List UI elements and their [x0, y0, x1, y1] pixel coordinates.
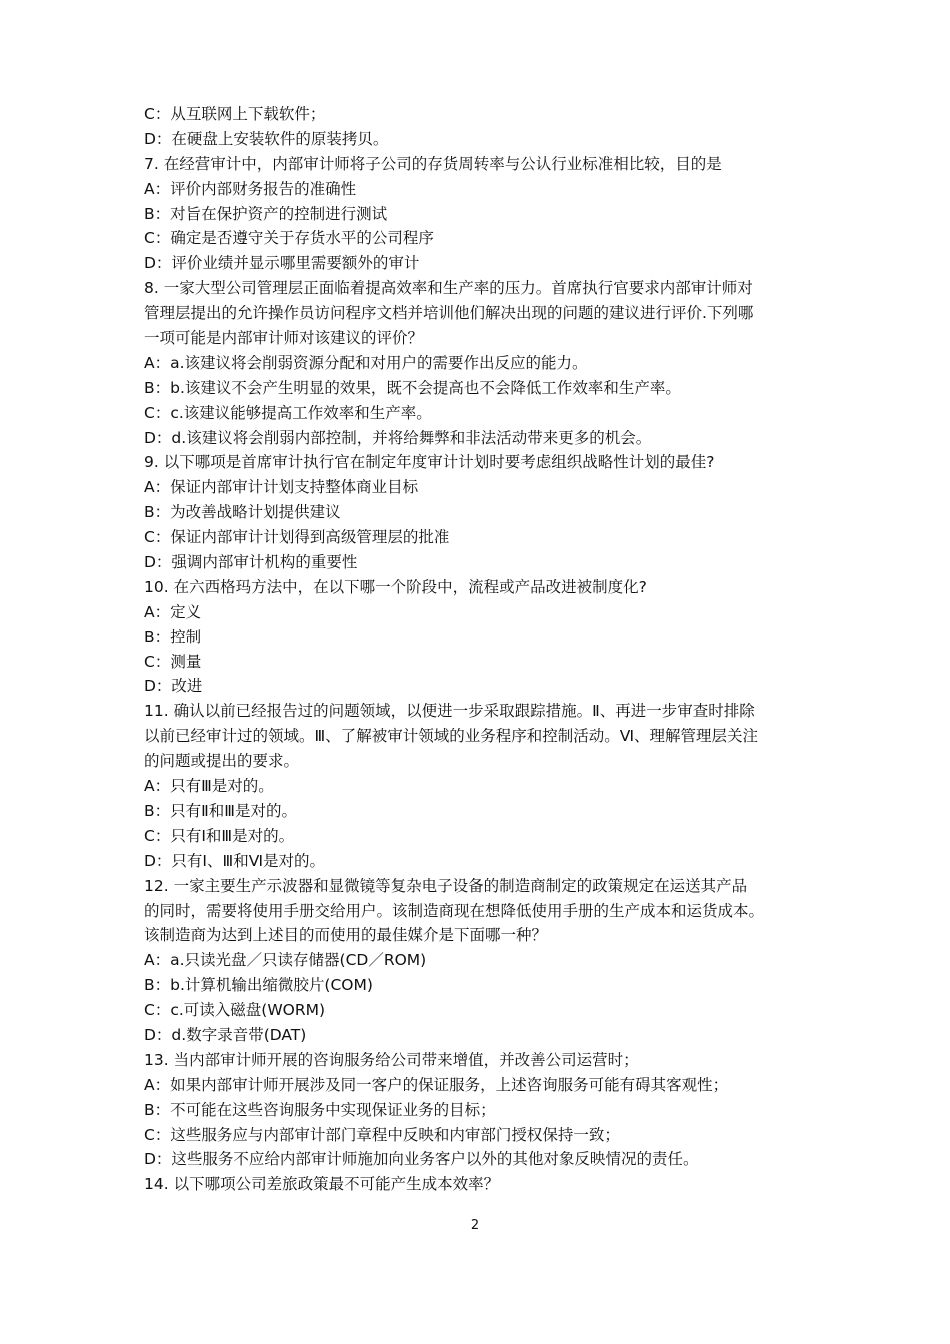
- option-line: D：评价业绩并显示哪里需要额外的审计: [144, 254, 420, 273]
- option-line: A：评价内部财务报告的准确性: [144, 179, 357, 198]
- question-9: 9. 以下哪项是首席审计执行官在制定年度审计计划时要考虑组织战略性计划的最佳?: [144, 453, 715, 472]
- option-line: C：c.可读入磁盘(WORM): [144, 1001, 326, 1020]
- question-11-continued: 的问题或提出的要求。: [144, 752, 300, 771]
- option-line: B：b.该建议不会产生明显的效果，既不会提高也不会降低工作效率和生产率。: [144, 378, 681, 397]
- option-line: D：d.数字录音带(DAT): [144, 1025, 307, 1044]
- question-10: 10. 在六西格玛方法中，在以下哪一个阶段中，流程或产品改进被制度化?: [144, 577, 647, 596]
- page-content: [144, 102, 824, 1197]
- question-8-continued: 一项可能是内部审计师对该建议的评价？: [144, 329, 424, 348]
- option-line: D：只有Ⅰ、Ⅲ和Ⅵ是对的。: [144, 851, 325, 870]
- question-12-continued: 的同时，需要将使用手册交给用户。该制造商现在想降低使用手册的生产成本和运货成本。: [144, 901, 765, 920]
- option-line: D：改进: [144, 677, 203, 696]
- page-number: 2: [470, 1218, 480, 1233]
- option-line: C：c.该建议能够提高工作效率和生产率。: [144, 403, 432, 422]
- option-line: B：为改善战略计划提供建议: [144, 503, 341, 522]
- option-line: C：这些服务应与内部审计部门章程中反映和内审部门授权保持一致；: [144, 1125, 620, 1144]
- option-line: A：如果内部审计师开展涉及同一客户的保证服务，上述咨询服务可能有碍其客观性；: [144, 1075, 729, 1094]
- option-line: A：保证内部审计计划支持整体商业目标: [144, 478, 419, 497]
- option-line: D：在硬盘上安装软件的原装拷贝。: [144, 129, 389, 148]
- option-line: B：控制: [144, 627, 202, 646]
- option-line: C：测量: [144, 652, 202, 671]
- option-line: B：只有Ⅱ和Ⅲ是对的。: [144, 801, 297, 820]
- option-line: A：a.该建议将会削弱资源分配和对用户的需要作出反应的能力。: [144, 353, 588, 372]
- option-line: B：对旨在保护资产的控制进行测试: [144, 204, 388, 223]
- option-line: D：d.该建议将会削弱内部控制，并将给舞弊和非法活动带来更多的机会。: [144, 428, 652, 447]
- option-line: A：a.只读光盘／只读存储器(CD／ROM): [144, 951, 427, 970]
- question-7: 7. 在经营审计中，内部审计师将子公司的存货周转率与公认行业标准相比较，目的是: [144, 154, 722, 173]
- question-12: 12. 一家主要生产示波器和显微镜等复杂电子设备的制造商制定的政策规定在运送其产品: [144, 876, 748, 895]
- option-line: B：b.计算机输出缩微胶片(COM): [144, 976, 373, 995]
- option-line: A：定义: [144, 602, 202, 621]
- question-14: 14. 以下哪项公司差旅政策最不可能产生成本效率？: [144, 1175, 500, 1194]
- question-13: 13. 当内部审计师开展的咨询服务给公司带来增值，并改善公司运营时；: [144, 1050, 639, 1069]
- question-11-continued: 以前已经审计过的领域。Ⅲ、了解被审计领域的业务程序和控制活动。Ⅵ、理解管理层关注: [144, 727, 758, 746]
- option-line: C：确定是否遵守关于存货水平的公司程序: [144, 229, 434, 248]
- option-line: C：保证内部审计计划得到高级管理层的批准: [144, 528, 450, 547]
- option-line: D：强调内部审计机构的重要性: [144, 553, 358, 572]
- option-line: C：只有Ⅰ和Ⅲ是对的。: [144, 826, 295, 845]
- option-line: B：不可能在这些咨询服务中实现保证业务的目标；: [144, 1100, 496, 1119]
- option-line: A：只有Ⅲ是对的。: [144, 777, 274, 796]
- option-line: D：这些服务不应给内部审计师施加向业务客户以外的其他对象反映情况的责任。: [144, 1150, 699, 1169]
- question-11: 11. 确认以前已经报告过的问题领域，以便进一步采取跟踪措施。Ⅱ、再进一步审查时排除: [144, 702, 755, 721]
- question-8-continued: 管理层提出的允许操作员访问程序文档并培训他们解决出现的问题的建议进行评价.下列哪: [144, 304, 754, 323]
- question-8: 8. 一家大型公司管理层正面临着提高效率和生产率的压力。首席执行官要求内部审计师对: [144, 279, 753, 298]
- option-line: C：从互联网上下载软件；: [144, 105, 326, 123]
- question-12-continued: 该制造商为达到上述目的而使用的最佳媒介是下面哪一种？: [144, 926, 548, 945]
